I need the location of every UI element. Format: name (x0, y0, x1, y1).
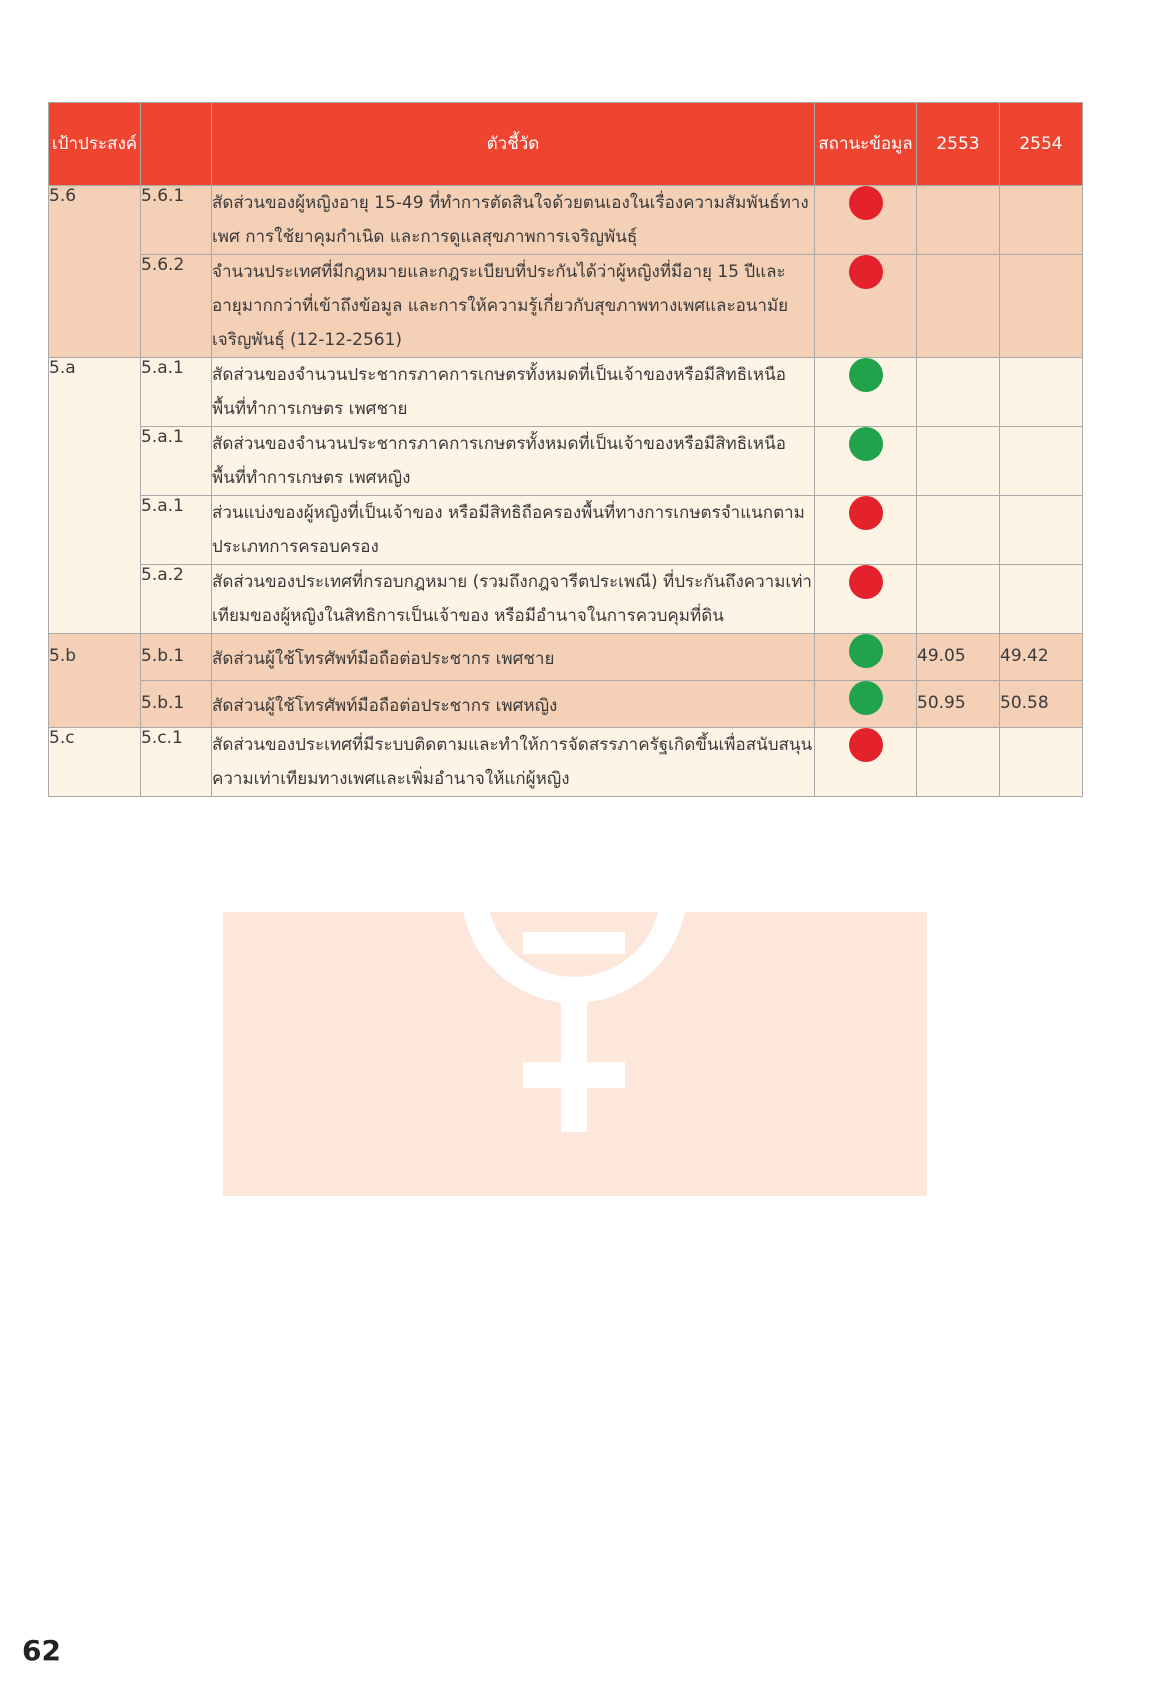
indicator-table (48, 102, 1083, 797)
code-cell: 5.a.2 (141, 565, 212, 634)
status-green-dot (849, 358, 883, 392)
indicator-cell: ส่วนแบ่งของผู้หญิงที่เป็นเจ้าของ หรือมีสิทธิถือครองพื้นที่ทางการเกษตรจำแนกตามประเภทการครอบครอง (212, 496, 815, 565)
value-2553-cell (917, 496, 1000, 565)
status-cell (815, 728, 917, 797)
code-cell: 5.a.1 (141, 358, 212, 427)
status-green-dot (849, 634, 883, 668)
value-2553-cell (917, 358, 1000, 427)
goal-cell: 5.6 (49, 186, 141, 358)
watermark-panel (223, 912, 927, 1196)
table-row (49, 565, 1083, 634)
table-row (49, 681, 1083, 728)
value-2554-cell (1000, 255, 1083, 358)
indicator-cell: สัดส่วนผู้ใช้โทรศัพท์มือถือต่อประชากร เพศหญิง (212, 681, 815, 728)
indicator-cell: สัดส่วนของประเทศที่มีระบบติดตามและทำให้การจัดสรรภาครัฐเกิดขึ้นเพื่อสนับสนุนความเท่าเทียมทางเพศและเพิ่มอำนาจให้แก่ผู้หญิง (212, 728, 815, 797)
code-cell: 5.6.2 (141, 255, 212, 358)
table-row (49, 358, 1083, 427)
header-year-2553: 2553 (917, 103, 1000, 186)
table-row (49, 634, 1083, 681)
code-cell: 5.b.1 (141, 681, 212, 728)
table-row (49, 496, 1083, 565)
code-cell: 5.b.1 (141, 634, 212, 681)
status-cell (815, 565, 917, 634)
value-2553-cell (917, 255, 1000, 358)
indicator-cell: สัดส่วนของผู้หญิงอายุ 15-49 ที่ทำการตัดสินใจด้วยตนเองในเรื่องความสัมพันธ์ทางเพศ การใช้ยาคุมกำเนิด และการดูแลสุขภาพการเจริญพันธุ์ (212, 186, 815, 255)
indicator-cell: สัดส่วนผู้ใช้โทรศัพท์มือถือต่อประชากร เพศชาย (212, 634, 815, 681)
value-2553-cell (917, 186, 1000, 255)
value-2553-cell (917, 565, 1000, 634)
value-2554-cell: 49.42 (1000, 634, 1083, 681)
header-indicator: ตัวชี้วัด (212, 103, 815, 186)
status-cell (815, 681, 917, 728)
code-cell: 5.a.1 (141, 496, 212, 565)
goal-cell: 5.b (49, 634, 141, 728)
table-row (49, 255, 1083, 358)
value-2554-cell: 50.58 (1000, 681, 1083, 728)
status-red-dot (849, 565, 883, 599)
header-row (49, 103, 1083, 186)
code-cell: 5.a.1 (141, 427, 212, 496)
indicator-cell: สัดส่วนของจำนวนประชากรภาคการเกษตรทั้งหมดที่เป็นเจ้าของหรือมีสิทธิเหนือพื้นที่ทำการเกษตร เพศชาย (212, 358, 815, 427)
value-2553-cell: 50.95 (917, 681, 1000, 728)
status-red-dot (849, 255, 883, 289)
goal-cell: 5.c (49, 728, 141, 797)
status-cell (815, 255, 917, 358)
header-code (141, 103, 212, 186)
status-red-dot (849, 728, 883, 762)
indicator-cell: สัดส่วนของประเทศที่กรอบกฎหมาย (รวมถึงกฎจารีตประเพณี) ที่ประกันถึงความเท่าเทียมของผู้หญิงในสิทธิการเป็นเจ้าของ หรือมีอำนาจในการควบคุมที่ดิน (212, 565, 815, 634)
indicator-cell: สัดส่วนของจำนวนประชากรภาคการเกษตรทั้งหมดที่เป็นเจ้าของหรือมีสิทธิเหนือพื้นที่ทำการเกษตร เพศหญิง (212, 427, 815, 496)
value-2553-cell (917, 728, 1000, 797)
header-year-2554: 2554 (1000, 103, 1083, 186)
status-green-dot (849, 427, 883, 461)
female-symbol-icon (223, 912, 927, 1196)
goal-cell: 5.a (49, 358, 141, 634)
status-cell (815, 427, 917, 496)
status-cell (815, 634, 917, 681)
page-number: 62 (22, 1634, 61, 1667)
value-2553-cell (917, 427, 1000, 496)
value-2554-cell (1000, 496, 1083, 565)
table-row (49, 728, 1083, 797)
value-2554-cell (1000, 358, 1083, 427)
header-goal: เป้าประสงค์ (49, 103, 141, 186)
status-green-dot (849, 681, 883, 715)
table-row (49, 427, 1083, 496)
table-row (49, 186, 1083, 255)
code-cell: 5.c.1 (141, 728, 212, 797)
status-cell (815, 186, 917, 255)
status-red-dot (849, 496, 883, 530)
value-2554-cell (1000, 728, 1083, 797)
status-red-dot (849, 186, 883, 220)
code-cell: 5.6.1 (141, 186, 212, 255)
status-cell (815, 496, 917, 565)
value-2553-cell: 49.05 (917, 634, 1000, 681)
indicator-cell: จำนวนประเทศที่มีกฎหมายและกฎระเบียบที่ประกันได้ว่าผู้หญิงที่มีอายุ 15 ปีและอายุมากกว่าที่เข้าถึงข้อมูล และการให้ความรู้เกี่ยวกับสุขภาพทางเพศและอนามัยเจริญพันธุ์ (12-12-2561) (212, 255, 815, 358)
status-cell (815, 358, 917, 427)
header-status: สถานะข้อมูล (815, 103, 917, 186)
value-2554-cell (1000, 565, 1083, 634)
value-2554-cell (1000, 427, 1083, 496)
value-2554-cell (1000, 186, 1083, 255)
